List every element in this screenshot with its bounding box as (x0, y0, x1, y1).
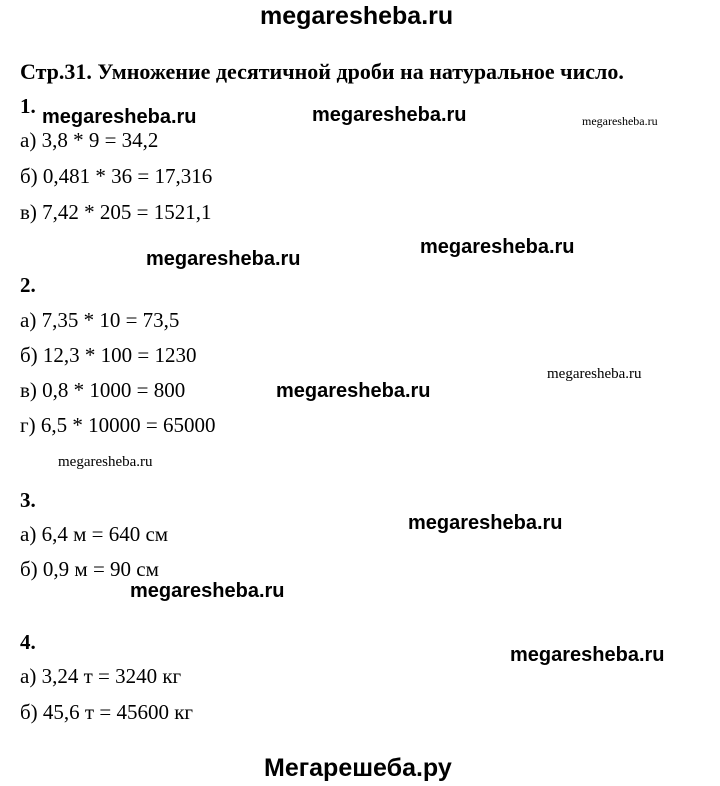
watermark-text: megaresheba.ru (276, 380, 431, 402)
watermark-text: megaresheba.ru (547, 366, 642, 382)
task-1-answer-a: а) 3,8 * 9 = 34,2 (20, 128, 159, 152)
header-site-name: megaresheba.ru (260, 2, 454, 30)
footer-site-name: Мегарешеба.ру (264, 754, 452, 782)
task-3-answer-a: а) 6,4 м = 640 см (20, 522, 169, 546)
task-4-number: 4. (20, 630, 36, 654)
watermark-text: megaresheba.ru (408, 512, 563, 534)
task-2-number: 2. (20, 273, 36, 297)
watermark-text: megaresheba.ru (312, 104, 467, 126)
watermark-text: megaresheba.ru (42, 106, 197, 128)
task-2-answer-d: г) 6,5 * 10000 = 65000 (20, 413, 216, 437)
task-3-number: 3. (20, 488, 36, 512)
task-1-answer-b: б) 0,481 * 36 = 17,316 (20, 164, 213, 188)
watermark-text: megaresheba.ru (146, 248, 301, 270)
watermark-text: megaresheba.ru (130, 580, 285, 602)
watermark-text: megaresheba.ru (420, 236, 575, 258)
watermark-text: megaresheba.ru (58, 454, 153, 470)
watermark-text: megaresheba.ru (510, 644, 665, 666)
task-2-answer-c: в) 0,8 * 1000 = 800 (20, 378, 186, 402)
task-3-answer-b: б) 0,9 м = 90 см (20, 557, 159, 581)
watermark-text: megaresheba.ru (582, 114, 658, 128)
task-4-answer-b: б) 45,6 т = 45600 кг (20, 700, 194, 724)
task-1-answer-c: в) 7,42 * 205 = 1521,1 (20, 200, 212, 224)
task-4-answer-a: а) 3,24 т = 3240 кг (20, 664, 182, 688)
task-2-answer-a: а) 7,35 * 10 = 73,5 (20, 308, 180, 332)
task-2-answer-b: б) 12,3 * 100 = 1230 (20, 343, 197, 367)
page-title: Стр.31. Умножение десятичной дроби на натуральное число. (20, 59, 624, 84)
task-1-number: 1. (20, 94, 36, 118)
